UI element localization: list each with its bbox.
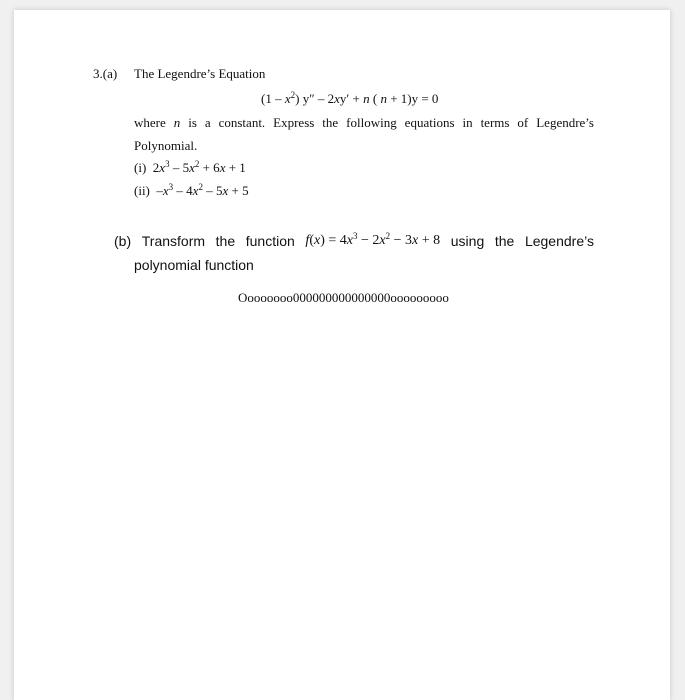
document-page bbox=[14, 10, 670, 700]
question-title: The Legendre’s Equation bbox=[134, 66, 266, 81]
item-ii bbox=[134, 183, 249, 199]
question-number: 3.(a) bbox=[93, 66, 118, 81]
item-i-label: (i) bbox=[134, 160, 147, 175]
filler-text: Oooooooo000000000000000ooooooooo bbox=[238, 290, 449, 305]
part-b-label: (b) bbox=[114, 233, 132, 249]
part-b-line2: polynomial function bbox=[134, 257, 254, 273]
part-b-word-4: using bbox=[450, 233, 485, 249]
part-b-word-3: function bbox=[245, 233, 295, 249]
item-i-expression: $2x^3 - 5x^2 + 6x + 1$ bbox=[152, 159, 246, 175]
part-b-word-2: the bbox=[215, 233, 236, 249]
question-description-line2: Polynomial. bbox=[134, 138, 198, 153]
legendre-equation: $(1 - x^2)$ y″ – 2xy′ + n ( n + 1)y = 0 bbox=[261, 90, 439, 106]
item-ii-expression: $-x^3 - 4x^2 - 5x + 5$ bbox=[156, 182, 249, 198]
part-b-line1 bbox=[114, 233, 594, 249]
part-b-word-6: Legendre’s bbox=[524, 233, 594, 249]
item-ii-label: (ii) bbox=[134, 183, 150, 198]
part-b-word-1: Transform bbox=[141, 233, 206, 249]
item-i bbox=[134, 160, 246, 176]
question-description-line1: where n is a constant. Express the following equations in terms of Legendre’s bbox=[134, 115, 594, 130]
part-b-function: $f(x) = 4x^3 - 2x^2 - 3x + 8$ bbox=[305, 231, 441, 248]
part-b-word-5: the bbox=[494, 233, 515, 249]
